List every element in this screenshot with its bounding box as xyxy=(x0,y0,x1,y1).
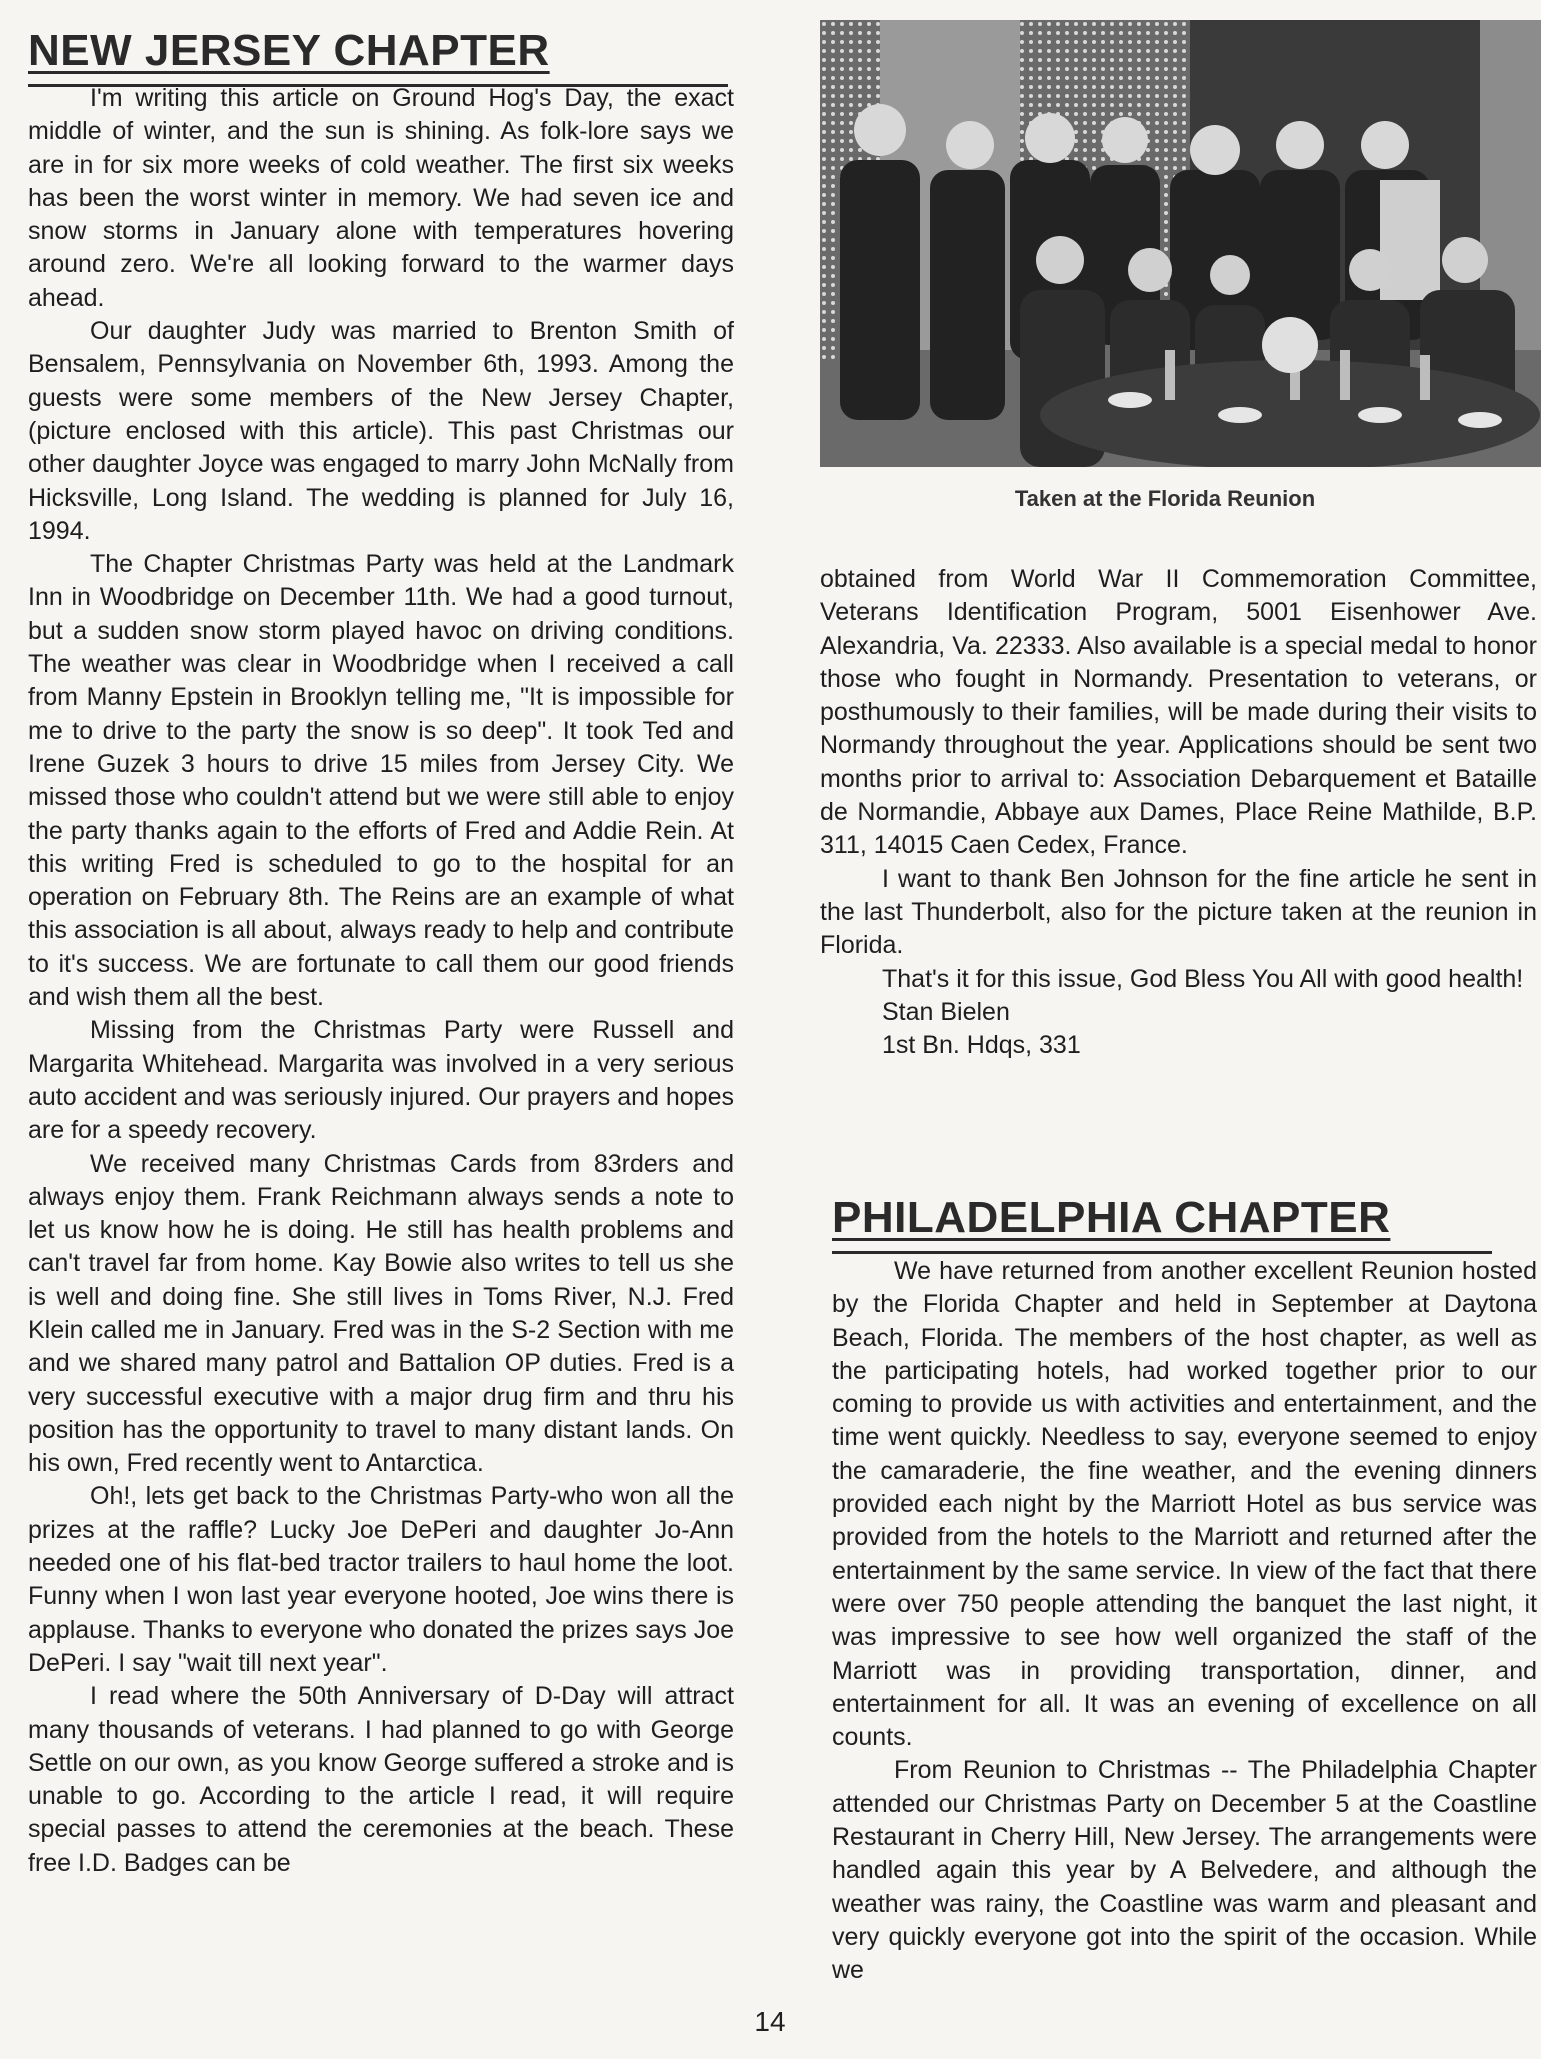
ph-paragraph-1: We have returned from another excellent Reunion hosted by the Florida Chapter and held in September at Daytona Beach, Florida. The members of the host chapter, as well as the participating hotels, had worked together prior to our coming to provide us with activities and entertainment, and the time went quickly. Needless to say, everyone seemed to enjoy the camaraderie, the fine weather, and the evening dinners provided each night by the Marriott Hotel as bus service was provided from the hotels to the Marriott and returned after the entertainment by the same service. In view of the fact that there were over 750 people attending the banquet the last night, it was impressive to see how well organized the staff of the Marriott was in providing transportation, dinner, and entertainment for all. It was an evening of excellence on all counts. xyxy=(832,1257,1537,1752)
signature-unit: 1st Bn. Hdqs, 331 xyxy=(882,1031,1081,1060)
new-jersey-article-body xyxy=(28,82,734,1880)
philadelphia-chapter-heading: PHILADELPHIA CHAPTER xyxy=(832,1193,1492,1243)
nj-paragraph-2: Our daughter Judy was married to Brenton Smith of Bensalem, Pennsylvania on November 6th, 1993. Among the guests were some members of the New Jersey Chapter, (picture enclosed with this article). This past Christmas our other daughter Joyce was engaged to marry John McNally from Hicksville, Long Island. The wedding is planned for July 16, 1994. xyxy=(28,317,734,545)
nj-continued-paragraph-1: obtained from World War II Commemoration Committee, Veterans Identification Program, 5001 Eisenhower Ave. Alexandria, Va. 22333. Also available is a special medal to honor those who fought in Normandy. Presentation to veterans, or posthumously to their families, will be made during their visits to Normandy throughout the year. Applications should be sent two months prior to arrival to: Association Debarquement et Bataille de Normandie, Abbaye aux Dames, Place Reine Mathilde, B.P. 311, 14015 Caen Cedex, France. xyxy=(820,565,1537,860)
nj-paragraph-7: I read where the 50th Anniversary of D-Day will attract many thousands of veterans. I had planned to go with George Settle on our own, as you know George suffered a stroke and is unable to go. According to the article I read, it will require special passes to attend the ceremonies at the beach. These free I.D. Badges can be xyxy=(28,1682,734,1877)
nj-paragraph-3: The Chapter Christmas Party was held at the Landmark Inn in Woodbridge on December 11th. We had a good turnout, but a sudden snow storm played havoc on driving conditions. The weather was clear in Woodbridge when I received a call from Manny Epstein in Brooklyn telling me, "It is impossible for me to drive to the party the snow is so deep". It took Ted and Irene Guzek 3 hours to drive 15 miles from Jersey City. We missed those who couldn't attend but we were still able to enjoy the party thanks again to the efforts of Fred and Addie Rein. At this writing Fred is scheduled to go to the hospital for an operation on February 8th. The Reins are an example of what this association is all about, always ready to help and contribute to it's success. We are fortunate to call them our good friends and wish them all the best. xyxy=(28,550,734,1012)
signature-name: Stan Bielen xyxy=(882,997,1010,1026)
new-jersey-article-continued xyxy=(820,563,1537,1062)
reunion-photo-illustration xyxy=(820,20,1541,467)
nj-paragraph-4: Missing from the Christmas Party were Russell and Margarita Whitehead. Margarita was involved in a very serious auto accident and was seriously injured. Our prayers and hopes are for a speedy recovery. xyxy=(28,1016,734,1145)
reunion-group-photo xyxy=(820,20,1541,467)
ph-paragraph-2: From Reunion to Christmas -- The Philadelphia Chapter attended our Christmas Party on December 5 at the Coastline Restaurant in Cherry Hill, New Jersey. The arrangements were handled again this year by A Belvedere, and although the weather was rainy, the Coastline was warm and pleasant and very quickly everyone got into the spirit of the occasion. While we xyxy=(832,1756,1537,1985)
nj-paragraph-6: Oh!, lets get back to the Christmas Party-who won all the prizes at the raffle? Lucky Joe DePeri and daughter Jo-Ann needed one of his flat-bed tractor trailers to haul home the loot. Funny when I won last year everyone hooted, Joe wins there is applause. Thanks to everyone who donated the prizes says Joe DePeri. I say "wait till next year". xyxy=(28,1482,734,1677)
page-number: 14 xyxy=(754,2006,786,2037)
nj-paragraph-1: I'm writing this article on Ground Hog's Day, the exact middle of winter, and the sun is shining. As folk-lore says we are in for six more weeks of cold weather. The first six weeks has been the worst winter in memory. We had seven ice and snow storms in January alone with temperatures hovering around zero. We're all looking forward to the warmer days ahead. xyxy=(28,84,734,312)
photo-caption: Taken at the Florida Reunion xyxy=(1014,486,1316,511)
nj-continued-paragraph-2: I want to thank Ben Johnson for the fine article he sent in the last Thunderbolt, also for the picture taken at the reunion in Florida. xyxy=(820,864,1537,960)
nj-paragraph-5: We received many Christmas Cards from 83rders and always enjoy them. Frank Reichmann always sends a note to let us know how he is doing. He still has health problems and can't travel far from home. Kay Bowie also writes to tell us she is well and doing fine. She still lives in Toms River, N.J. Fred Klein called me in January. Fred was in the S-2 Section with me and we shared many patrol and Battalion OP duties. Fred is a very successful executive with a major drug firm and thru his position has the opportunity to travel to many distant lands. On his own, Fred recently went to Antarctica. xyxy=(28,1149,734,1478)
nj-continued-paragraph-3: That's it for this issue, God Bless You All with good health! xyxy=(882,964,1524,993)
philadelphia-article-body xyxy=(832,1255,1537,1988)
new-jersey-chapter-heading: NEW JERSEY CHAPTER xyxy=(28,26,728,76)
